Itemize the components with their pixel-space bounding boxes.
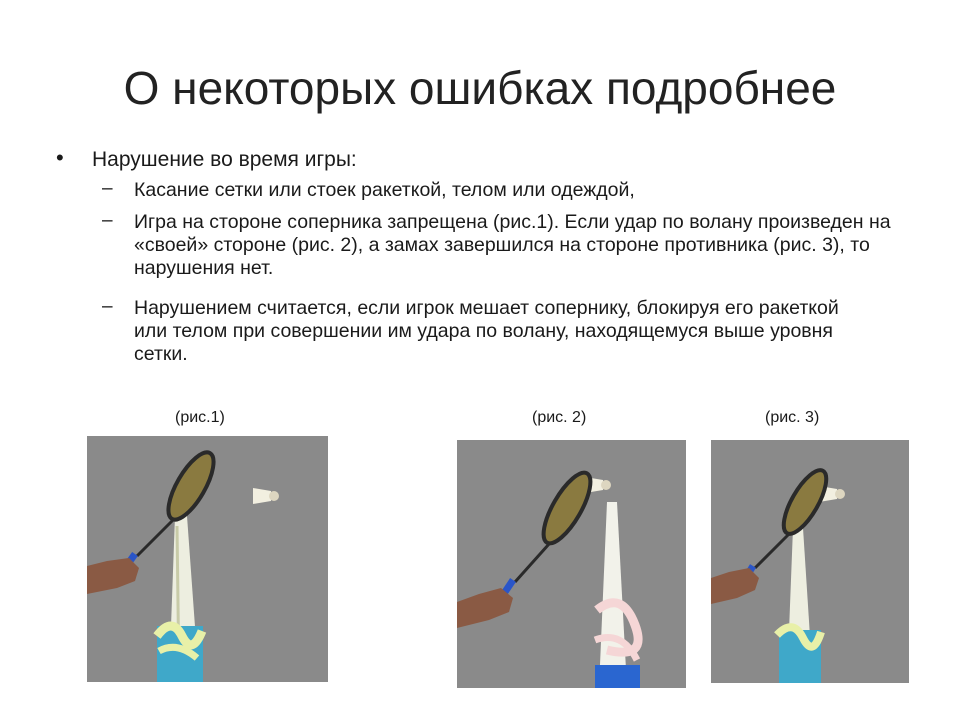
figure-caption: (рис. 3) [765, 409, 820, 426]
figure-caption: (рис.1) [175, 409, 225, 426]
dash-marker: – [102, 296, 113, 317]
figure-photo [711, 440, 909, 683]
dash-marker: – [102, 210, 113, 231]
bullet-marker: • [56, 145, 64, 170]
figure-photo [457, 440, 686, 688]
subbullet-text: Касание сетки или стоек ракеткой, телом или одеждой, [134, 179, 635, 201]
figure-photo [87, 436, 328, 682]
slide-title: О некоторых ошибках подробнее [123, 62, 837, 114]
bullet-text: Нарушение во время игры: [92, 148, 357, 171]
subbullet-text: Игра на стороне соперника запрещена (рис.1). Если удар по волану произведен на «своей» стороне (рис. 2), а замах завершился на стороне противника (рис. 3), то нарушения нет. [134, 211, 891, 279]
dash-marker: – [102, 178, 113, 199]
subbullet-text: Нарушением считается, если игрок мешает сопернику, блокируя его ракеткой или телом при совершении им удара по волану, находящемуся выше уровня сетки. [134, 297, 839, 365]
figure-caption: (рис. 2) [532, 409, 587, 426]
